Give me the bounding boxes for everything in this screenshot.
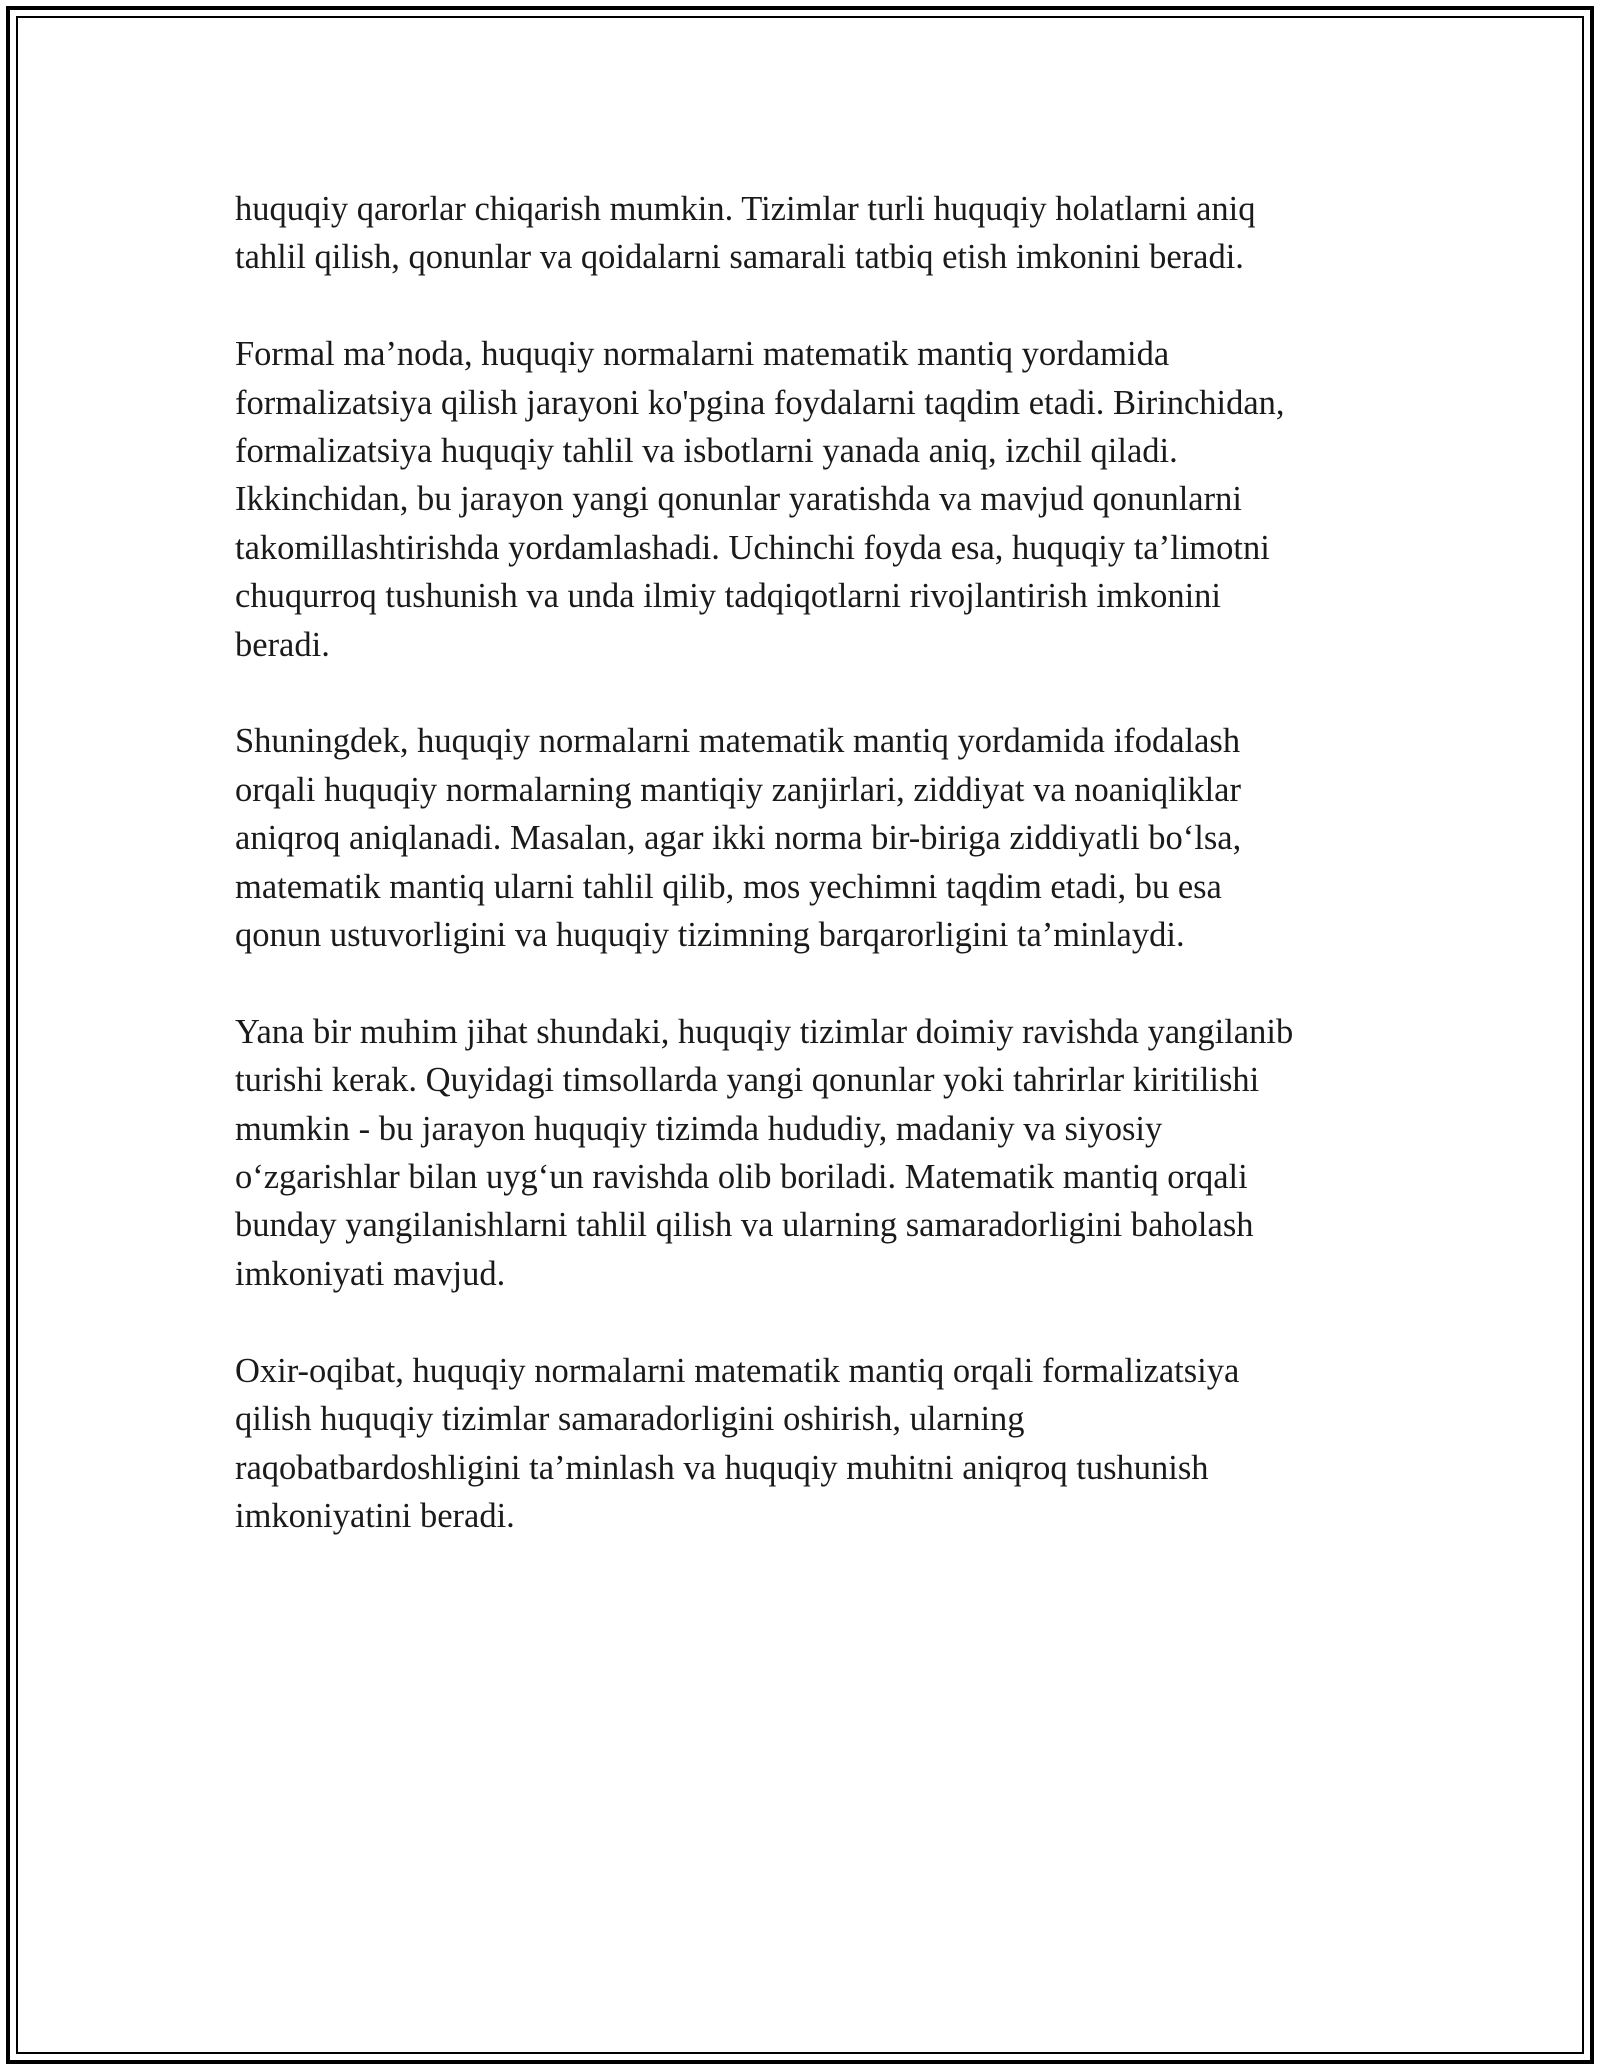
text-line: raqobatbardoshligini ta’minlash va huquqiy muhitni aniqroq tushunish bbox=[235, 1448, 1209, 1487]
text-line: Shuningdek, huquqiy normalarni matematik mantiq yordamida ifodalash bbox=[235, 722, 1241, 761]
text-line: matematik mantiq ularni tahlil qilib, mos yechimni taqdim etadi, bu esa bbox=[235, 867, 1222, 906]
text-line: imkoniyatini beradi. bbox=[235, 1496, 515, 1535]
text-line: bunday yangilanishlarni tahlil qilish va ularning samaradorligini baholash bbox=[235, 1206, 1254, 1245]
text-line: qilish huquqiy tizimlar samaradorligini oshirish, ularning bbox=[235, 1400, 1025, 1439]
text-line: formalizatsiya qilish jarayoni ko'pgina foydalarni taqdim etadi. Birinchidan, bbox=[235, 383, 1285, 422]
text-line: orqali huquqiy normalarning mantiqiy zanjirlari, ziddiyat va noaniqliklar bbox=[235, 770, 1241, 809]
paragraph-3 bbox=[235, 717, 1395, 959]
paragraph-2 bbox=[235, 330, 1395, 669]
text-line: formalizatsiya huquqiy tahlil va isbotlarni yanada aniq, izchil qiladi. bbox=[235, 432, 1178, 471]
paragraph-5 bbox=[235, 1347, 1395, 1541]
text-line: aniqroq aniqlanadi. Masalan, agar ikki norma bir-biriga ziddiyatli bo‘lsa, bbox=[235, 819, 1242, 858]
text-line: chuqurroq tushunish va unda ilmiy tadqiqotlarni rivojlantirish imkonini bbox=[235, 577, 1222, 616]
text-line: imkoniyati mavjud. bbox=[235, 1254, 506, 1293]
text-line: qonun ustuvorligini va huquqiy tizimning barqarorligini ta’minlaydi. bbox=[235, 916, 1185, 955]
text-line: mumkin - bu jarayon huquqiy tizimda hududiy, madaniy va siyosiy bbox=[235, 1109, 1163, 1148]
text-line: tahlil qilish, qonunlar va qoidalarni samarali tatbiq etish imkonini beradi. bbox=[235, 238, 1244, 277]
text-line: beradi. bbox=[235, 625, 330, 664]
paragraph-1 bbox=[235, 185, 1395, 282]
text-line: Yana bir muhim jihat shundaki, huquqiy tizimlar doimiy ravishda yangilanib bbox=[235, 1012, 1294, 1051]
text-line: takomillashtirishda yordamlashadi. Uchinchi foyda esa, huquqiy ta’limotni bbox=[235, 528, 1270, 567]
text-line: Ikkinchidan, bu jarayon yangi qonunlar yaratishda va mavjud qonunlarni bbox=[235, 480, 1242, 519]
document-body bbox=[235, 185, 1395, 1540]
paragraph-4 bbox=[235, 1008, 1395, 1298]
text-line: turishi kerak. Quyidagi timsollarda yangi qonunlar yoki tahrirlar kiritilishi bbox=[235, 1061, 1260, 1100]
text-line: huquqiy qarorlar chiqarish mumkin. Tizimlar turli huquqiy holatlarni aniq bbox=[235, 190, 1256, 228]
text-line: Oxir-oqibat, huquqiy normalarni matematik mantiq orqali formalizatsiya bbox=[235, 1351, 1240, 1390]
text-line: Formal ma’noda, huquqiy normalarni matematik mantiq yordamida bbox=[235, 335, 1170, 374]
text-line: o‘zgarishlar bilan uyg‘un ravishda olib boriladi. Matematik mantiq orqali bbox=[235, 1158, 1248, 1197]
